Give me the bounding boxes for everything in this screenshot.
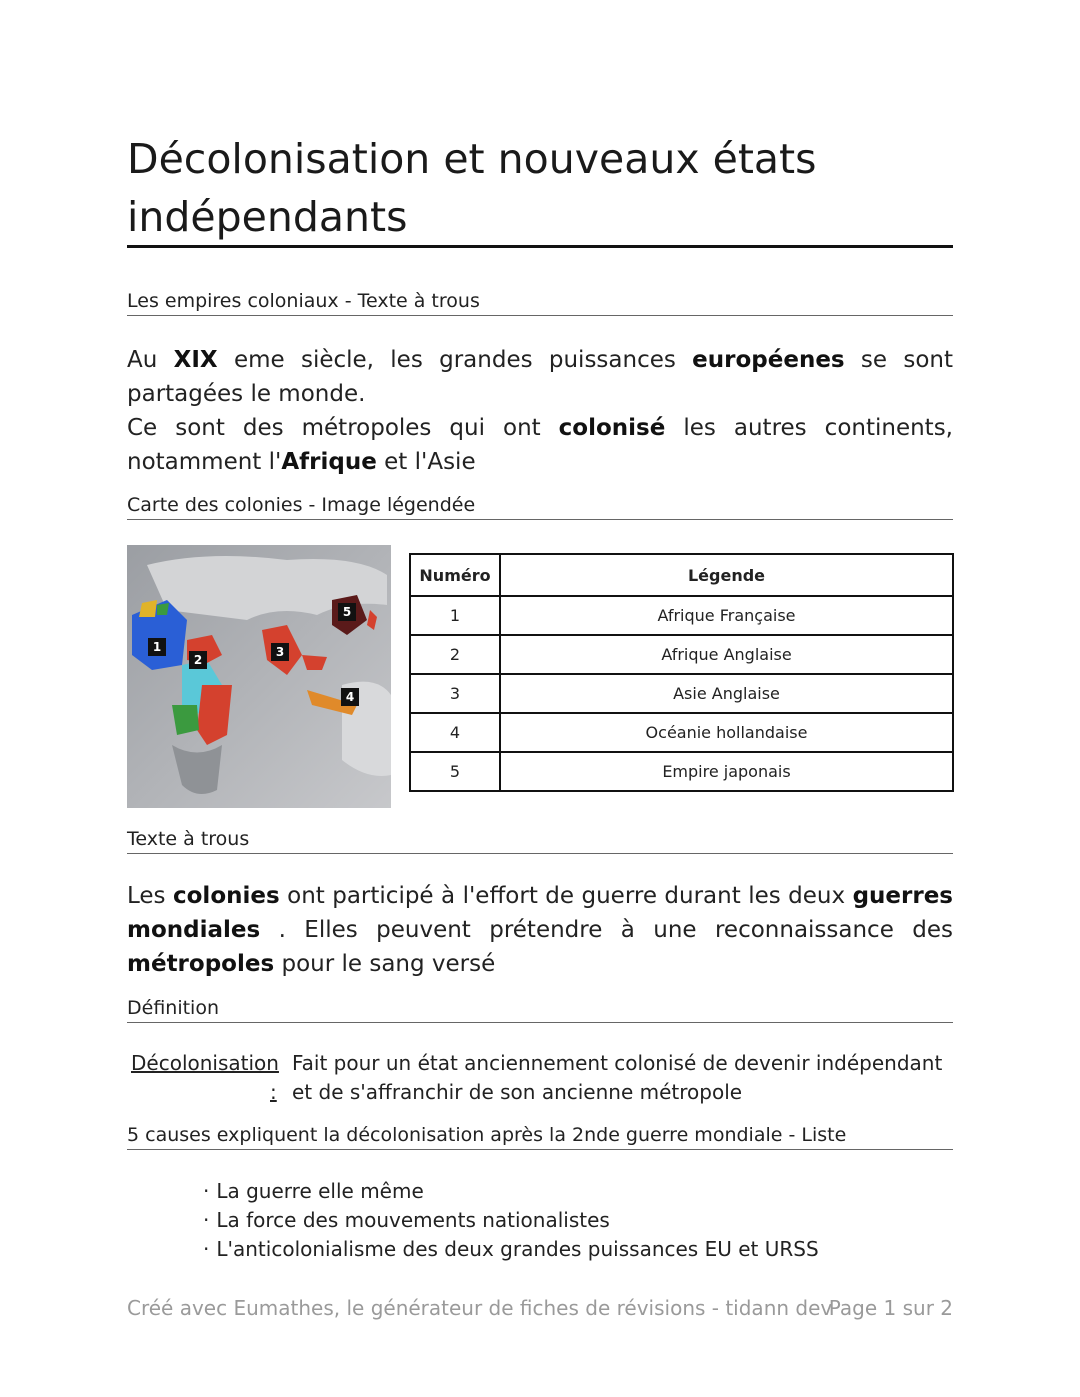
bold-run: colonies — [173, 883, 280, 909]
section-heading-fill-text: Texte à trous — [127, 827, 953, 854]
list-item: · L'anticolonialisme des deux grandes puissances EU et URSS — [203, 1235, 819, 1264]
colonial-map-image — [127, 545, 391, 808]
text-run: eme siècle, les grandes puissances — [217, 347, 693, 373]
section-heading-map: Carte des colonies - Image légendée — [127, 493, 953, 520]
map-marker-4: 4 — [341, 688, 359, 706]
page-title: Décolonisation et nouveaux états indépendants — [127, 135, 817, 241]
bold-run: guerres mondiales — [127, 883, 953, 943]
text-run: les autres continents, notamment l' — [127, 415, 953, 475]
row-label: Asie Anglaise — [500, 674, 953, 713]
text-run: pour le sang versé — [274, 951, 496, 977]
list-item: · La force des mouvements nationalistes — [203, 1206, 819, 1235]
causes-list — [203, 1177, 819, 1264]
legend-table-header-row — [410, 554, 953, 596]
bold-run: européenes — [692, 347, 845, 373]
bold-run: XIX — [173, 347, 218, 373]
table-row — [410, 674, 953, 713]
map-marker-3: 3 — [271, 643, 289, 661]
row-label: Océanie hollandaise — [500, 713, 953, 752]
footer-page-number: Page 1 sur 2 — [828, 1296, 953, 1320]
text-run: Ce sont des métropoles qui ont — [127, 415, 559, 441]
legend-table — [409, 553, 954, 792]
section-heading-definition: Définition — [127, 996, 953, 1023]
section-heading-empires: Les empires coloniaux - Texte à trous — [127, 289, 953, 316]
footer-credit: Créé avec Eumathes, le générateur de fiches de révisions - tidann dev — [127, 1296, 833, 1320]
paragraph-colonies — [127, 879, 953, 981]
map-marker-1: 1 — [148, 638, 166, 656]
row-label: Afrique Anglaise — [500, 635, 953, 674]
row-label: Afrique Française — [500, 596, 953, 635]
header-numero: Numéro — [410, 554, 500, 596]
bold-run: Afrique — [281, 449, 377, 475]
paragraph-empires — [127, 343, 953, 479]
row-number: 4 — [410, 713, 500, 752]
table-row — [410, 635, 953, 674]
bold-run: colonisé — [558, 415, 666, 441]
text-run: se sont partagées le monde. — [127, 347, 954, 407]
definition-term: Décolonisation — [131, 1051, 279, 1075]
text-run: ont participé à l'effort de guerre durant les deux — [279, 883, 853, 909]
title-divider — [127, 245, 953, 248]
definition-colon: : — [270, 1080, 277, 1104]
section-heading-causes: 5 causes expliquent la décolonisation après la 2nde guerre mondiale - Liste — [127, 1123, 953, 1150]
header-legende: Légende — [500, 554, 953, 596]
row-number: 5 — [410, 752, 500, 791]
map-marker-2: 2 — [189, 651, 207, 669]
row-number: 1 — [410, 596, 500, 635]
table-row — [410, 713, 953, 752]
text-run: Les — [127, 883, 173, 909]
page-footer — [127, 1296, 953, 1320]
row-number: 2 — [410, 635, 500, 674]
text-run: et l'Asie — [376, 449, 476, 475]
bold-run: métropoles — [127, 951, 275, 977]
map-marker-5: 5 — [338, 603, 356, 621]
text-run: Au — [127, 347, 174, 373]
table-row — [410, 752, 953, 791]
definition-text: Fait pour un état anciennement colonisé de devenir indépendant et de s'affranchir de son ancienne métropole — [292, 1051, 943, 1104]
row-label: Empire japonais — [500, 752, 953, 791]
list-item: · La guerre elle même — [203, 1177, 819, 1206]
text-run: . Elles peuvent prétendre à une reconnaissance des — [260, 917, 953, 943]
table-row — [410, 596, 953, 635]
world-map-svg — [127, 545, 391, 808]
colony-region — [157, 603, 169, 615]
row-number: 3 — [410, 674, 500, 713]
